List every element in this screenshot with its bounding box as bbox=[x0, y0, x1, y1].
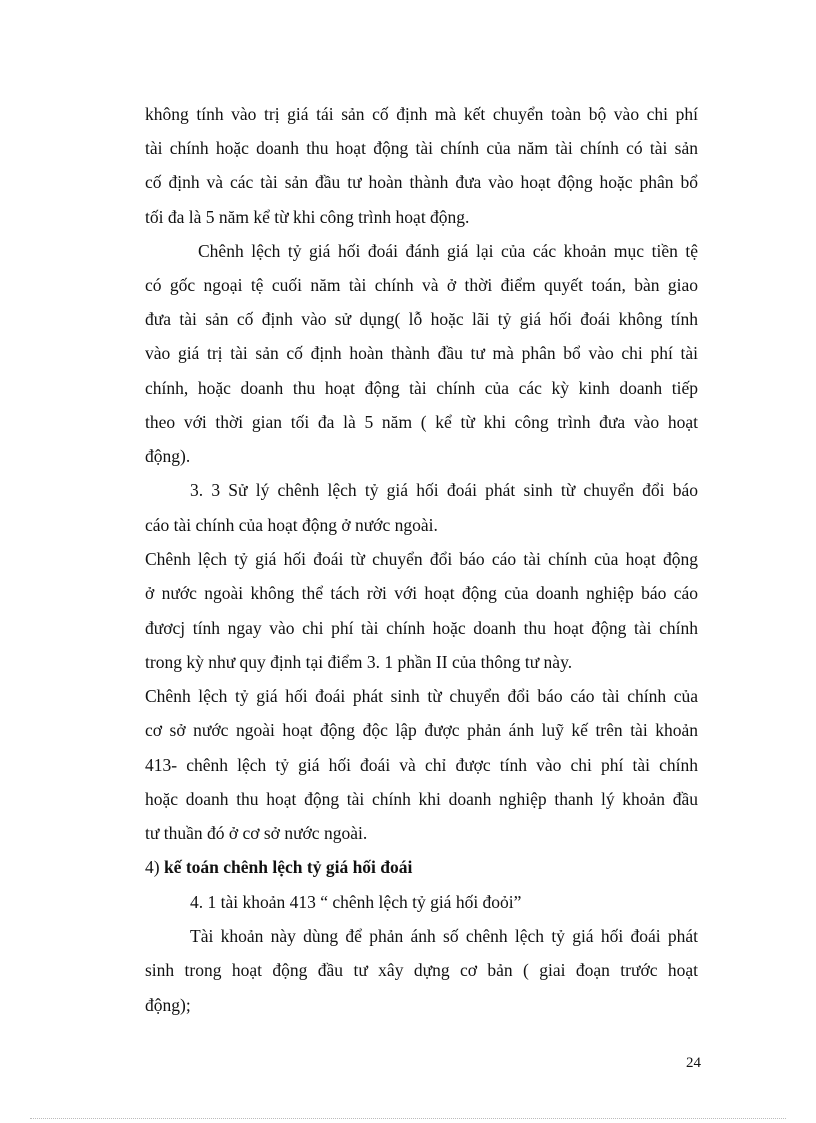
text-line: Chênh lệch tỷ giá hối đoái từ chuyển đổi báo cáo tài chính của hoạt động bbox=[145, 549, 698, 569]
text-line: vào giá trị tài sản cố định hoàn thành đầu tư mà phân bổ vào chi phí tài bbox=[145, 343, 698, 363]
text-line: động); bbox=[145, 995, 191, 1015]
text-line: cố định và các tài sản đầu tư hoàn thành đưa vào hoạt động hoặc phân bổ bbox=[145, 172, 698, 192]
text-line: tài chính hoặc doanh thu hoạt động tài chính của năm tài chính có tài sản bbox=[145, 138, 698, 158]
text-line: cáo tài chính của hoạt động ở nước ngoài. bbox=[145, 515, 438, 535]
text-line: hoặc doanh thu hoạt động tài chính khi doanh nghiệp thanh lý khoản đầu bbox=[145, 789, 698, 809]
footer-divider bbox=[30, 1118, 786, 1119]
section-heading-number: 4) bbox=[145, 857, 160, 877]
text-line: đươcj tính ngay vào chi phí tài chính hoặc doanh thu hoạt động tài chính bbox=[145, 618, 698, 638]
text-line: sinh trong hoạt động đầu tư xây dựng cơ bản ( giai đoạn trước hoạt bbox=[145, 960, 698, 980]
page-number: 24 bbox=[686, 1055, 701, 1071]
text-line: tối đa là 5 năm kể từ khi công trình hoạt động. bbox=[145, 207, 470, 227]
text-line: ở nước ngoài không thể tách rời với hoạt động của doanh nghiệp báo cáo bbox=[145, 583, 698, 603]
text-line: đưa tài sản cố định vào sử dụng( lỗ hoặc lãi tỷ giá hối đoái không tính bbox=[145, 309, 698, 329]
text-line: chính, hoặc doanh thu hoạt động tài chính của các kỳ kinh doanh tiếp bbox=[145, 378, 698, 398]
text-line: không tính vào trị giá tái sản cố định mà kết chuyển toàn bộ vào chi phí bbox=[145, 104, 698, 124]
text-line: 413- chênh lệch tỷ giá hối đoái và chỉ được tính vào chi phí tài chính bbox=[145, 755, 698, 775]
text-line: cơ sở nước ngoài hoạt động độc lập được phản ánh luỹ kế trên tài khoản bbox=[145, 720, 698, 740]
text-line: Chênh lệch tỷ giá hối đoái đánh giá lại của các khoản mục tiền tệ bbox=[198, 241, 698, 261]
text-line: có gốc ngoại tệ cuối năm tài chính và ở thời điểm quyết toán, bàn giao bbox=[145, 275, 698, 295]
text-line: Tài khoản này dùng để phản ánh số chênh lệch tỷ giá hối đoái phát bbox=[190, 926, 698, 946]
text-line: 3. 3 Sử lý chênh lệch tỷ giá hối đoái phát sinh từ chuyển đổi báo bbox=[190, 480, 698, 500]
section-heading bbox=[145, 855, 698, 879]
section-heading-title: kế toán chênh lệch tỷ giá hối đoái bbox=[163, 857, 413, 877]
text-line: động). bbox=[145, 446, 191, 466]
subsection-heading: 4. 1 tài khoản 413 “ chênh lệch tỷ giá hối đoỏi” bbox=[190, 892, 522, 912]
text-line: trong kỳ như quy định tại điểm 3. 1 phần II của thông tư này. bbox=[145, 652, 573, 672]
text-line: Chênh lệch tỷ giá hối đoái phát sinh từ chuyển đổi báo cáo tài chính của bbox=[145, 686, 698, 706]
text-line: theo với thời gian tối đa là 5 năm ( kể từ khi công trình đưa vào hoạt bbox=[145, 412, 698, 432]
text-line: tư thuần đó ở cơ sở nước ngoài. bbox=[145, 823, 368, 843]
